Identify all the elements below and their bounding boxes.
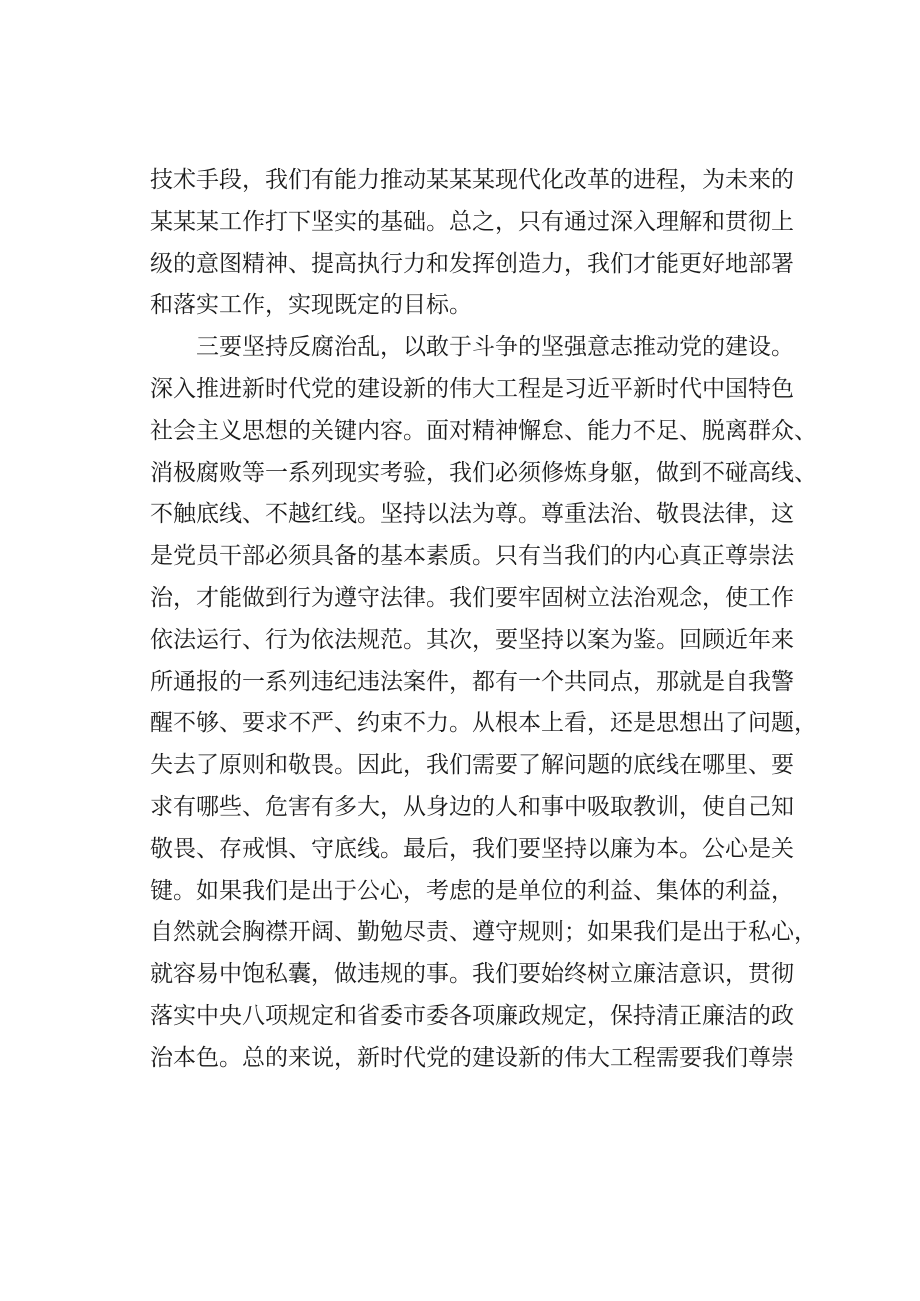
text-line: 和落实工作，实现既定的目标。 [150, 292, 472, 319]
text-line: 敬畏、存戒惧、守底线。最后，我们要坚持以廉为本。公心是关 [150, 835, 794, 862]
text-line: 落实中央八项规定和省委市委各项廉政规定，保持清正廉洁的政 [150, 1002, 794, 1029]
text-line: 所通报的一系列违纪违法案件，都有一个共同点，那就是自我警 [150, 668, 794, 695]
text-line: 醒不够、要求不严、约束不力。从根本上看，还是思想出了问题， [150, 710, 817, 737]
text-line: 治本色。总的来说，新时代党的建设新的伟大工程需要我们尊崇 [150, 1044, 794, 1071]
text-line: 不触底线、不越红线。坚持以法为尊。尊重法治、敬畏法律，这 [150, 501, 794, 528]
text-line: 失去了原则和敬畏。因此，我们需要了解问题的底线在哪里、要 [150, 752, 794, 779]
text-line: 技术手段，我们有能力推动某某某现代化改革的进程，为未来的 [150, 167, 794, 193]
text-line: 消极腐败等一系列现实考验，我们必须修炼身躯，做到不碰高线、 [150, 459, 817, 486]
text-line: 治，才能做到行为遵守法律。我们要牢固树立法治观念，使工作 [150, 584, 794, 611]
text-line: 某某某工作打下坚实的基础。总之，只有通过深入理解和贯彻上 [150, 208, 794, 235]
body-text [150, 160, 830, 1080]
text-line: 依法运行、行为依法规范。其次，要坚持以案为鉴。回顾近年来 [150, 626, 794, 653]
text-line: 社会主义思想的关键内容。面对精神懈怠、能力不足、脱离群众、 [150, 417, 817, 444]
paragraph-start-line: 三要坚持反腐治乱，以敢于斗争的坚强意志推动党的建设。 [196, 334, 794, 361]
text-line: 级的意图精神、提高执行力和发挥创造力，我们才能更好地部署 [150, 250, 794, 277]
text-line: 是党员干部必须具备的基本素质。只有当我们的内心真正尊崇法 [150, 543, 794, 570]
text-line: 自然就会胸襟开阔、勤勉尽责、遵守规则；如果我们是出于私心， [150, 919, 817, 946]
text-line: 深入推进新时代党的建设新的伟大工程是习近平新时代中国特色 [150, 375, 794, 402]
text-line: 求有哪些、危害有多大，从身边的人和事中吸取教训，使自己知 [150, 793, 794, 820]
text-line: 就容易中饱私囊，做违规的事。我们要始终树立廉洁意识，贯彻 [150, 961, 794, 988]
text-line: 键。如果我们是出于公心，考虑的是单位的利益、集体的利益， [150, 877, 794, 904]
